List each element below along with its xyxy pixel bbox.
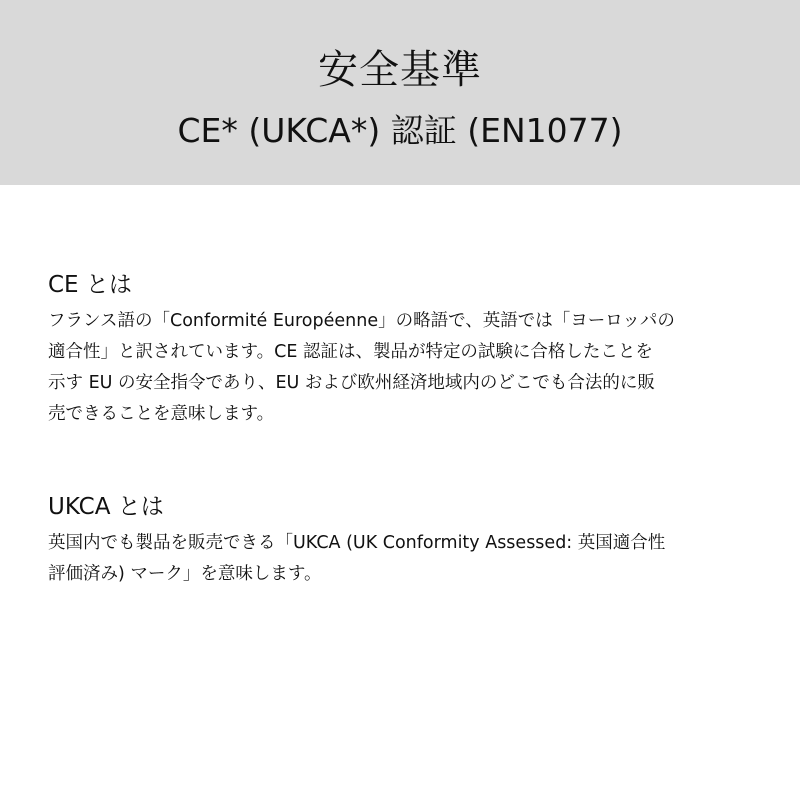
ukca-description-line: 英国内でも製品を販売できる「UKCA (UK Conformity Assessed: 英国適合性 bbox=[48, 533, 666, 553]
ukca-description bbox=[48, 528, 760, 590]
ukca-description-line: 評価済み) マーク」を意味します。 bbox=[48, 564, 322, 584]
ce-section bbox=[48, 268, 760, 430]
ukca-section bbox=[48, 490, 760, 590]
ukca-heading: UKCA とは bbox=[48, 494, 164, 520]
ce-description-line: 適合性」と訳されています。CE 認証は、製品が特定の試験に合格したことを bbox=[48, 342, 653, 362]
ce-description-line: 売できることを意味します。 bbox=[48, 404, 275, 424]
ce-description-line: フランス語の「Conformité Européenne」の略語で、英語では「ヨーロッパの bbox=[48, 311, 675, 331]
page-subtitle: CE* (UKCA*) 認証 (EN1077) bbox=[177, 111, 623, 150]
ce-heading: CE とは bbox=[48, 272, 132, 298]
ce-description bbox=[48, 306, 760, 430]
page-title: 安全基準 bbox=[318, 47, 482, 93]
ce-description-line: 示す EU の安全指令であり、EU および欧州経済地域内のどこでも合法的に販 bbox=[48, 373, 655, 393]
header-banner bbox=[0, 0, 800, 185]
